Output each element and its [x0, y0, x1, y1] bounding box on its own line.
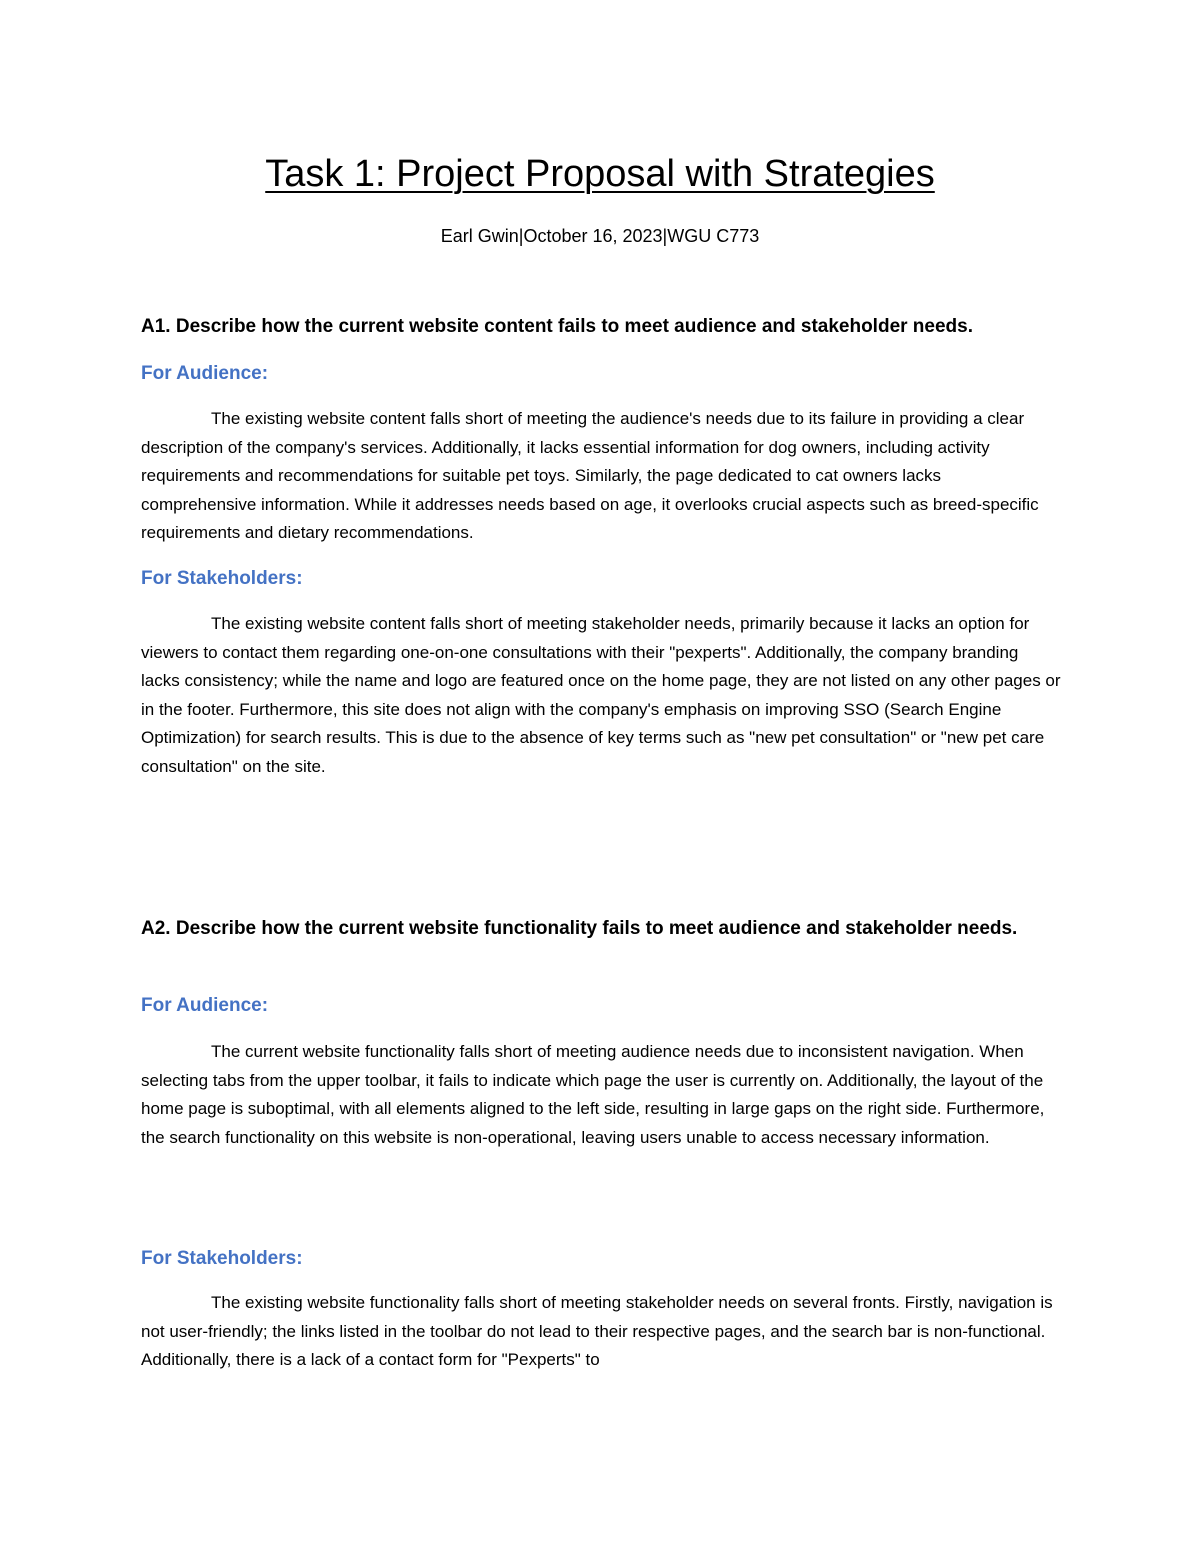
byline: Earl Gwin|October 16, 2023|WGU C773: [440, 226, 760, 246]
section-a2-heading: A2. Describe how the current website functionality fails to meet audience and stakeholder needs.: [141, 918, 1018, 939]
section-a2-audience-text: The current website functionality falls short of meeting audience needs due to inconsistent navigation. When selecting tabs from the upper toolbar, it fails to indicate which page the user is currently on. Additionally, the layout of the home page is suboptimal, with all elements aligned to the left side, resulting in large gaps on the right side. Furthermore, the search functionality on this website is non-operational, leaving users unable to access necessary information.: [141, 1042, 1045, 1147]
section-a2-stakeholders-text: The existing website functionality falls short of meeting stakeholder needs on several fronts. Firstly, navigation is not user-friendly; the links listed in the toolbar do not lead to their respective pages, and the search bar is non-functional. Additionally, there is a lack of a contact form for "Pexperts" to: [141, 1293, 1053, 1369]
section-a2-stakeholders-label: For Stakeholders:: [141, 1248, 303, 1269]
section-a1-heading: A1. Describe how the current website content fails to meet audience and stakeholder needs.: [141, 316, 974, 337]
section-a1-audience-label: For Audience:: [141, 363, 269, 384]
section-a2-audience-label: For Audience:: [141, 995, 269, 1016]
page-title: Task 1: Project Proposal with Strategies: [265, 153, 935, 195]
section-a1-audience-text: The existing website content falls short of meeting the audience's needs due to its failure in providing a clear description of the company's services. Additionally, it lacks essential information for dog owners, including activity requirements and recommendations for suitable pet toys. Similarly, the page dedicated to cat owners lacks comprehensive information. While it addresses needs based on age, it overlooks crucial aspects such as breed-specific requirements and dietary recommendations.: [141, 409, 1039, 542]
section-a1-stakeholders-text: The existing website content falls short of meeting stakeholder needs, primarily because it lacks an option for viewers to contact them regarding one-on-one consultations with their "pexperts". Additionally, the company branding lacks consistency; while the name and logo are featured once on the home page, they are not listed on any other pages or in the footer. Furthermore, this site does not align with the company's emphasis on improving SSO (Search Engine Optimization) for search results. This is due to the absence of key terms such as "new pet consultation" or "new pet care consultation" on the site.: [141, 614, 1061, 776]
section-a1-stakeholders-label: For Stakeholders:: [141, 568, 303, 589]
